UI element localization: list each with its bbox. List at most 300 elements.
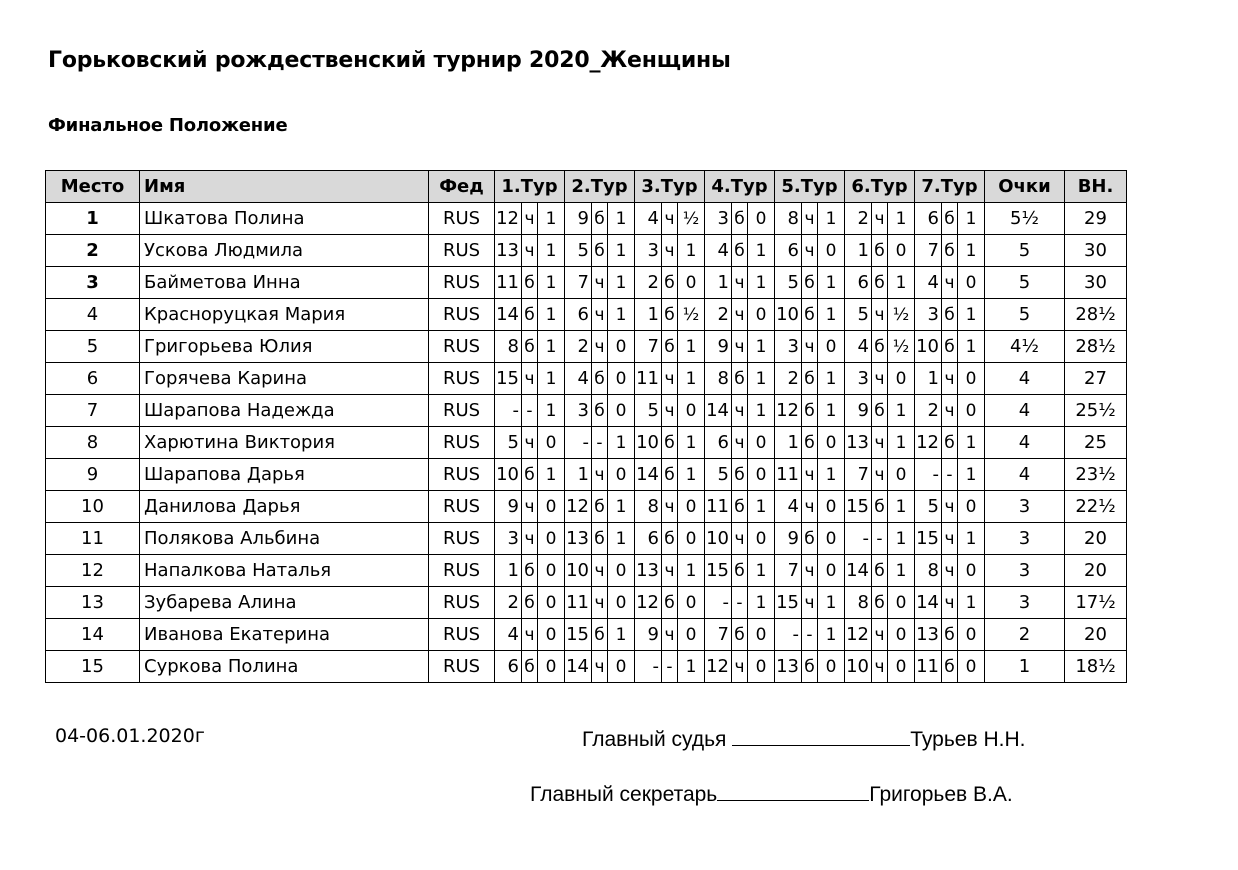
round-color: б <box>662 427 678 459</box>
round-result: 1 <box>748 363 775 395</box>
points-cell: 3 <box>985 523 1065 555</box>
round-opponent: 14 <box>565 651 592 683</box>
round-color: б <box>662 523 678 555</box>
federation-cell: RUS <box>429 587 495 619</box>
round-color: б <box>872 555 888 587</box>
header-round-3: 3.Тур <box>635 171 705 203</box>
round-result: 0 <box>818 651 845 683</box>
round-result: 0 <box>538 555 565 587</box>
round-opponent: 3 <box>845 363 872 395</box>
round-opponent: 1 <box>635 299 662 331</box>
round-opponent: 8 <box>495 331 522 363</box>
round-result: 0 <box>678 395 705 427</box>
round-opponent: 10 <box>775 299 802 331</box>
player-name: Григорьева Юлия <box>140 331 429 363</box>
round-opponent: 6 <box>845 267 872 299</box>
round-result: 0 <box>888 459 915 491</box>
round-result: 0 <box>608 331 635 363</box>
table-row <box>46 395 1127 427</box>
round-result: 1 <box>818 203 845 235</box>
round-color: б <box>732 363 748 395</box>
round-result: 0 <box>608 555 635 587</box>
round-result: 1 <box>748 331 775 363</box>
round-result: 0 <box>678 619 705 651</box>
round-opponent: 8 <box>845 587 872 619</box>
signature-line <box>732 727 910 746</box>
round-color: ч <box>942 491 958 523</box>
federation-cell: RUS <box>429 299 495 331</box>
round-result: 1 <box>958 427 985 459</box>
round-opponent: 11 <box>635 363 662 395</box>
round-color: - <box>942 459 958 491</box>
round-opponent: 14 <box>495 299 522 331</box>
points-cell: 4 <box>985 427 1065 459</box>
round-result: 0 <box>888 619 915 651</box>
round-result: 1 <box>748 235 775 267</box>
round-opponent: 3 <box>705 203 732 235</box>
header-round-6: 6.Тур <box>845 171 915 203</box>
round-color: ч <box>522 203 538 235</box>
points-cell: 4½ <box>985 331 1065 363</box>
table-row <box>46 651 1127 683</box>
round-color: б <box>522 299 538 331</box>
federation-cell: RUS <box>429 203 495 235</box>
federation-cell: RUS <box>429 459 495 491</box>
round-opponent: 1 <box>565 459 592 491</box>
tiebreak-cell: 30 <box>1065 267 1127 299</box>
round-color: ч <box>872 299 888 331</box>
round-color: б <box>592 235 608 267</box>
round-color: б <box>662 299 678 331</box>
round-color: б <box>802 523 818 555</box>
round-opponent: 4 <box>845 331 872 363</box>
round-color: - <box>802 619 818 651</box>
round-result: 1 <box>958 459 985 491</box>
round-color: ч <box>522 491 538 523</box>
round-result: 1 <box>888 555 915 587</box>
table-row <box>46 267 1127 299</box>
player-name: Напалкова Наталья <box>140 555 429 587</box>
round-result: 0 <box>888 363 915 395</box>
round-opponent: 14 <box>915 587 942 619</box>
round-result: 0 <box>818 331 845 363</box>
round-color: - <box>592 427 608 459</box>
place-cell: 3 <box>46 267 140 299</box>
table-row <box>46 331 1127 363</box>
round-result: 1 <box>608 491 635 523</box>
tiebreak-cell: 20 <box>1065 619 1127 651</box>
federation-cell: RUS <box>429 267 495 299</box>
round-result: 1 <box>818 459 845 491</box>
round-opponent: 7 <box>775 555 802 587</box>
round-result: 0 <box>958 267 985 299</box>
round-opponent: 4 <box>775 491 802 523</box>
round-opponent: 14 <box>705 395 732 427</box>
round-opponent: 5 <box>495 427 522 459</box>
round-result: 1 <box>608 235 635 267</box>
round-opponent: 8 <box>635 491 662 523</box>
tiebreak-cell: 28½ <box>1065 299 1127 331</box>
round-result: 1 <box>538 267 565 299</box>
place-cell: 9 <box>46 459 140 491</box>
round-color: ч <box>872 427 888 459</box>
round-opponent: 12 <box>495 203 522 235</box>
table-row <box>46 619 1127 651</box>
round-color: ч <box>522 235 538 267</box>
round-result: 0 <box>818 491 845 523</box>
table-row <box>46 363 1127 395</box>
round-color: - <box>872 523 888 555</box>
round-result: 0 <box>888 235 915 267</box>
header-place: Место <box>46 171 140 203</box>
round-opponent: 11 <box>705 491 732 523</box>
federation-cell: RUS <box>429 651 495 683</box>
player-name: Горячева Карина <box>140 363 429 395</box>
chief-secretary-signature <box>530 782 1013 807</box>
round-opponent: 6 <box>565 299 592 331</box>
round-opponent: 1 <box>705 267 732 299</box>
round-result: 0 <box>818 555 845 587</box>
round-result: 0 <box>608 395 635 427</box>
round-result: 0 <box>958 491 985 523</box>
place-cell: 5 <box>46 331 140 363</box>
round-result: 0 <box>608 363 635 395</box>
round-result: 1 <box>818 299 845 331</box>
points-cell: 1 <box>985 651 1065 683</box>
round-result: 0 <box>888 587 915 619</box>
table-row <box>46 427 1127 459</box>
round-color: ч <box>662 363 678 395</box>
round-result: 1 <box>538 203 565 235</box>
round-opponent: - <box>845 523 872 555</box>
round-result: 0 <box>608 651 635 683</box>
round-opponent: 4 <box>915 267 942 299</box>
round-result: 1 <box>818 267 845 299</box>
round-color: б <box>732 491 748 523</box>
round-opponent: 4 <box>565 363 592 395</box>
round-result: 0 <box>538 619 565 651</box>
round-result: 1 <box>818 395 845 427</box>
federation-cell: RUS <box>429 235 495 267</box>
federation-cell: RUS <box>429 427 495 459</box>
signature-line <box>717 782 869 801</box>
round-result: 1 <box>678 363 705 395</box>
round-opponent: 5 <box>845 299 872 331</box>
round-color: б <box>802 395 818 427</box>
chief-judge-label: Главный судья <box>582 728 727 751</box>
tiebreak-cell: 22½ <box>1065 491 1127 523</box>
round-color: ч <box>802 459 818 491</box>
round-result: 1 <box>678 459 705 491</box>
round-result: 1 <box>538 299 565 331</box>
round-opponent: 13 <box>775 651 802 683</box>
place-cell: 11 <box>46 523 140 555</box>
round-opponent: 10 <box>915 331 942 363</box>
round-result: 1 <box>958 235 985 267</box>
round-opponent: 1 <box>495 555 522 587</box>
round-result: 1 <box>678 555 705 587</box>
round-color: б <box>522 267 538 299</box>
table-row <box>46 299 1127 331</box>
header-round-4: 4.Тур <box>705 171 775 203</box>
round-color: ч <box>592 459 608 491</box>
round-opponent: 4 <box>705 235 732 267</box>
round-opponent: 12 <box>705 651 732 683</box>
round-opponent: 10 <box>495 459 522 491</box>
points-cell: 5 <box>985 235 1065 267</box>
round-result: 1 <box>958 299 985 331</box>
round-color: ч <box>872 619 888 651</box>
tiebreak-cell: 29 <box>1065 203 1127 235</box>
table-row <box>46 459 1127 491</box>
round-opponent: 13 <box>915 619 942 651</box>
round-result: 0 <box>888 651 915 683</box>
round-opponent: 7 <box>565 267 592 299</box>
round-color: б <box>802 299 818 331</box>
round-color: б <box>662 587 678 619</box>
round-result: 1 <box>888 267 915 299</box>
header-round-1: 1.Тур <box>495 171 565 203</box>
round-color: ч <box>942 555 958 587</box>
round-color: ч <box>592 555 608 587</box>
round-result: 1 <box>608 267 635 299</box>
round-result: 0 <box>678 267 705 299</box>
round-opponent: 15 <box>495 363 522 395</box>
round-color: б <box>802 651 818 683</box>
points-cell: 4 <box>985 363 1065 395</box>
table-row <box>46 203 1127 235</box>
chief-judge-signature <box>582 727 1025 752</box>
round-opponent: 2 <box>705 299 732 331</box>
round-color: ч <box>662 395 678 427</box>
round-result: 0 <box>538 523 565 555</box>
header-fed: Фед <box>429 171 495 203</box>
table-header-row <box>46 171 1127 203</box>
federation-cell: RUS <box>429 363 495 395</box>
place-cell: 8 <box>46 427 140 459</box>
round-result: 1 <box>888 523 915 555</box>
round-color: ч <box>942 363 958 395</box>
round-opponent: 4 <box>495 619 522 651</box>
round-opponent: 5 <box>775 267 802 299</box>
round-color: ч <box>872 203 888 235</box>
header-round-7: 7.Тур <box>915 171 985 203</box>
round-opponent: 14 <box>845 555 872 587</box>
round-result: 1 <box>678 235 705 267</box>
points-cell: 3 <box>985 587 1065 619</box>
round-color: ч <box>732 395 748 427</box>
place-cell: 15 <box>46 651 140 683</box>
player-name: Иванова Екатерина <box>140 619 429 651</box>
round-color: б <box>522 651 538 683</box>
round-result: 0 <box>818 427 845 459</box>
round-opponent: 13 <box>495 235 522 267</box>
round-result: 1 <box>608 523 635 555</box>
place-cell: 10 <box>46 491 140 523</box>
round-result: 1 <box>678 651 705 683</box>
round-color: б <box>872 267 888 299</box>
points-cell: 3 <box>985 555 1065 587</box>
round-opponent: 11 <box>565 587 592 619</box>
round-color: ч <box>732 267 748 299</box>
round-color: ч <box>802 491 818 523</box>
round-result: ½ <box>888 331 915 363</box>
round-result: 0 <box>678 523 705 555</box>
round-result: 1 <box>748 395 775 427</box>
round-color: ч <box>662 555 678 587</box>
federation-cell: RUS <box>429 555 495 587</box>
round-color: б <box>942 427 958 459</box>
round-result: 1 <box>818 363 845 395</box>
round-result: 1 <box>818 587 845 619</box>
round-opponent: 5 <box>565 235 592 267</box>
round-color: - <box>732 587 748 619</box>
round-result: 1 <box>888 203 915 235</box>
round-color: б <box>592 363 608 395</box>
round-opponent: 3 <box>565 395 592 427</box>
round-result: 1 <box>608 299 635 331</box>
round-result: 0 <box>608 459 635 491</box>
round-result: 1 <box>958 587 985 619</box>
round-opponent: 15 <box>915 523 942 555</box>
round-color: б <box>592 619 608 651</box>
round-color: ч <box>732 523 748 555</box>
tiebreak-cell: 25½ <box>1065 395 1127 427</box>
round-result: 0 <box>538 651 565 683</box>
round-opponent: 10 <box>565 555 592 587</box>
round-result: 1 <box>678 427 705 459</box>
round-result: 0 <box>958 363 985 395</box>
tiebreak-cell: 23½ <box>1065 459 1127 491</box>
round-color: ч <box>802 331 818 363</box>
round-result: 0 <box>678 491 705 523</box>
round-opponent: - <box>705 587 732 619</box>
round-color: ч <box>592 331 608 363</box>
round-opponent: 9 <box>635 619 662 651</box>
round-result: 1 <box>608 427 635 459</box>
round-color: б <box>942 203 958 235</box>
round-color: - <box>522 395 538 427</box>
round-opponent: 2 <box>495 587 522 619</box>
tiebreak-cell: 30 <box>1065 235 1127 267</box>
round-opponent: 10 <box>845 651 872 683</box>
round-color: б <box>942 651 958 683</box>
round-color: ч <box>522 523 538 555</box>
round-result: 0 <box>958 395 985 427</box>
round-result: 0 <box>748 523 775 555</box>
round-color: ч <box>592 267 608 299</box>
player-name: Данилова Дарья <box>140 491 429 523</box>
header-tiebreak: ВН. <box>1065 171 1127 203</box>
round-opponent: 9 <box>775 523 802 555</box>
standings-body <box>46 203 1127 683</box>
round-color: ч <box>802 203 818 235</box>
round-color: б <box>942 331 958 363</box>
round-opponent: 12 <box>775 395 802 427</box>
round-opponent: 5 <box>915 491 942 523</box>
player-name: Суркова Полина <box>140 651 429 683</box>
round-color: - <box>662 651 678 683</box>
table-row <box>46 587 1127 619</box>
header-round-2: 2.Тур <box>565 171 635 203</box>
round-opponent: 7 <box>845 459 872 491</box>
round-result: 0 <box>958 555 985 587</box>
round-opponent: 15 <box>845 491 872 523</box>
header-round-5: 5.Тур <box>775 171 845 203</box>
round-result: 1 <box>888 491 915 523</box>
round-color: б <box>522 459 538 491</box>
round-color: б <box>522 331 538 363</box>
round-opponent: 15 <box>705 555 732 587</box>
round-opponent: 4 <box>635 203 662 235</box>
player-name: Харютина Виктория <box>140 427 429 459</box>
round-result: 0 <box>748 619 775 651</box>
tiebreak-cell: 18½ <box>1065 651 1127 683</box>
round-opponent: 12 <box>635 587 662 619</box>
round-result: 1 <box>818 619 845 651</box>
round-color: ч <box>872 459 888 491</box>
chief-judge-name: Турьев Н.Н. <box>910 728 1026 751</box>
round-color: б <box>872 491 888 523</box>
round-result: ½ <box>678 203 705 235</box>
points-cell: 3 <box>985 491 1065 523</box>
place-cell: 7 <box>46 395 140 427</box>
player-name: Шкатова Полина <box>140 203 429 235</box>
round-color: б <box>662 267 678 299</box>
round-result: 0 <box>748 203 775 235</box>
round-color: ч <box>592 651 608 683</box>
round-color: б <box>592 523 608 555</box>
round-opponent: 6 <box>705 427 732 459</box>
round-opponent: 8 <box>705 363 732 395</box>
round-result: 1 <box>748 555 775 587</box>
round-opponent: 14 <box>635 459 662 491</box>
round-result: 1 <box>958 331 985 363</box>
round-color: б <box>592 203 608 235</box>
round-color: б <box>732 235 748 267</box>
round-color: б <box>592 395 608 427</box>
round-result: 0 <box>538 491 565 523</box>
round-opponent: 9 <box>565 203 592 235</box>
player-name: Ускова Людмила <box>140 235 429 267</box>
table-row <box>46 523 1127 555</box>
tiebreak-cell: 20 <box>1065 555 1127 587</box>
round-opponent: 12 <box>845 619 872 651</box>
round-result: 1 <box>538 363 565 395</box>
round-result: 0 <box>748 459 775 491</box>
round-opponent: 1 <box>915 363 942 395</box>
round-result: 1 <box>608 619 635 651</box>
table-row <box>46 555 1127 587</box>
round-color: б <box>802 363 818 395</box>
tiebreak-cell: 17½ <box>1065 587 1127 619</box>
round-opponent: 2 <box>845 203 872 235</box>
round-color: б <box>802 267 818 299</box>
round-color: ч <box>872 363 888 395</box>
round-opponent: 9 <box>495 491 522 523</box>
round-opponent: - <box>775 619 802 651</box>
round-color: б <box>942 299 958 331</box>
round-opponent: 3 <box>495 523 522 555</box>
round-color: ч <box>522 427 538 459</box>
round-opponent: 15 <box>775 587 802 619</box>
round-opponent: 11 <box>775 459 802 491</box>
tiebreak-cell: 28½ <box>1065 331 1127 363</box>
round-result: 1 <box>958 523 985 555</box>
round-result: 1 <box>538 459 565 491</box>
round-opponent: 6 <box>495 651 522 683</box>
points-cell: 4 <box>985 459 1065 491</box>
